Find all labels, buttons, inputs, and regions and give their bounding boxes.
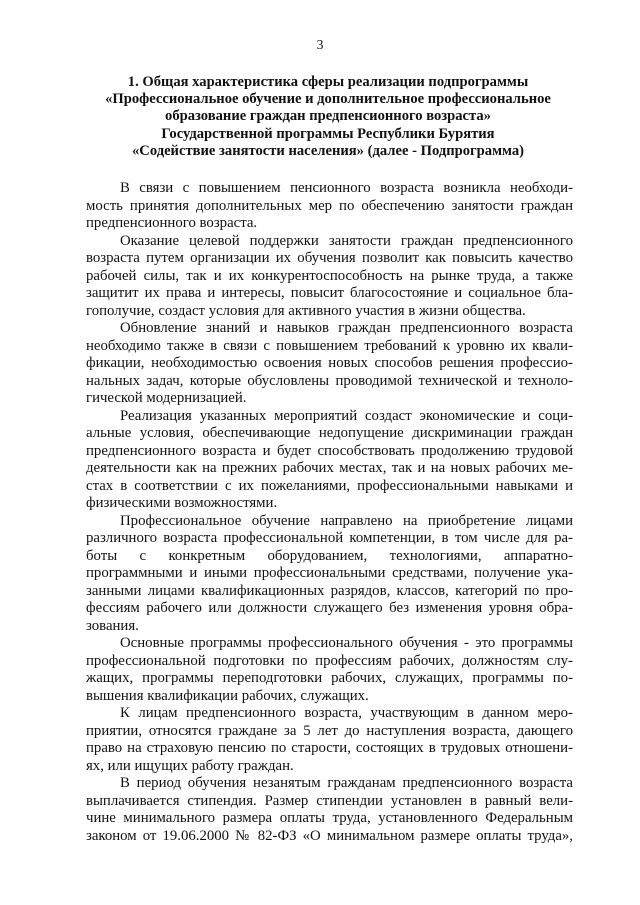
text-line: жащих, программы переподготовки рабочих, служащих, программы по- xyxy=(86,670,573,686)
text-line: стах в соответствии с их пожеланиями, профессиональными навыками и xyxy=(86,477,573,494)
text-line: законом от 19.06.2000 № 82-ФЗ «О минимальном размере оплаты труда», xyxy=(86,827,573,844)
text-line: Оказание целевой поддержки занятости граждан предпенсионного xyxy=(120,232,573,249)
page-number: 3 xyxy=(316,38,324,53)
text-line: ях, или ищущих работу граждан. xyxy=(86,757,294,774)
heading-line: «Профессиональное обучение и дополнительное профессиональное xyxy=(105,91,551,108)
paragraph-7 xyxy=(86,705,573,775)
text-line: предпенсионного возраста и будет способствовать продолжению трудовой xyxy=(86,442,573,459)
text-line: необходимо также в связи с повышением требований к уровню их квали- xyxy=(86,337,573,354)
text-line: фессиям рабочего или должности служащего без изменения уровня обра- xyxy=(86,600,573,616)
text-line: занными лицами квалификационных разрядов, классов, категорий по про- xyxy=(86,582,573,599)
text-line: право на страховую пенсию по старости, состоящих в трудовых отношени- xyxy=(86,740,573,756)
heading-line: «Содействие занятости населения» (далее - Подпрограмма) xyxy=(131,142,525,159)
text-line: гополучие, создаст условия для активного участия в жизни общества. xyxy=(86,302,526,319)
paragraph-4 xyxy=(86,408,573,513)
text-line: защитит их права и интересы, повысит благосостояние и социальное бла- xyxy=(86,285,573,301)
text-line: деятельности как на прежних рабочих местах, так и на новых рабочих ме- xyxy=(86,460,573,476)
text-line: приятии, относятся граждане за 5 лет до наступления возраста, дающего xyxy=(86,722,573,739)
paragraph-2 xyxy=(86,233,573,321)
document-body xyxy=(86,180,573,845)
text-line: В связи с повышением пенсионного возраста возникла необходи- xyxy=(120,180,573,196)
text-line: мость принятия дополнительных мер по обеспечению занятости граждан xyxy=(86,197,573,214)
text-line: чине минимального размера оплаты труда, установленного Федеральным xyxy=(86,810,573,826)
heading-line: Государственной программы Республики Бурятия xyxy=(161,125,495,142)
text-line: гической модернизацией. xyxy=(86,390,247,406)
text-line: возраста путем организации их обучения позволит как повысить качество xyxy=(86,250,573,266)
paragraph-6 xyxy=(86,635,573,705)
text-line: боты с конкретным оборудованием, технологиями, аппаратно- xyxy=(86,547,573,564)
text-line: программными и иными профессиональными средствами, получение ука- xyxy=(86,565,573,581)
text-line: Профессиональное обучение направлено на приобретение лицами xyxy=(120,512,573,529)
text-line: предпенсионного возраста. xyxy=(86,215,258,231)
text-line: физическими возможностями. xyxy=(86,495,278,511)
heading-line: образование граждан предпенсионного возраста» xyxy=(165,108,491,125)
section-heading xyxy=(86,74,570,160)
paragraph-5 xyxy=(86,513,573,636)
text-line: альные условия, обеспечивающие недопущение дискриминации граждан xyxy=(86,425,573,441)
paragraph-1 xyxy=(86,180,573,233)
text-line: Обновление знаний и навыков граждан предпенсионного возраста xyxy=(120,320,573,336)
text-line: К лицам предпенсионного возраста, участвующим в данном меро- xyxy=(120,705,573,721)
text-line: Реализация указанных мероприятий создаст экономические и соци- xyxy=(120,407,573,424)
text-line: фикации, необходимостью освоения новых способов решения профессио- xyxy=(86,355,573,371)
heading-line: 1. Общая характеристика сферы реализации подпрограммы xyxy=(127,74,529,90)
text-line: профессиональной подготовки по профессиям рабочих, должностям слу- xyxy=(86,652,573,669)
text-line: вышения квалификации рабочих, служащих. xyxy=(86,687,369,704)
text-line: различного возраста профессиональной компетенции, в том числе для ра- xyxy=(86,530,573,546)
text-line: Основные программы профессионального обучения - это программы xyxy=(120,635,573,651)
paragraph-3 xyxy=(86,320,573,408)
text-line: В период обучения незанятым гражданам предпенсионного возраста xyxy=(120,775,573,791)
text-line: зования. xyxy=(86,617,139,634)
text-line: нальных задач, которые обусловлены проводимой технической и техноло- xyxy=(86,372,573,389)
paragraph-8 xyxy=(86,775,573,845)
text-line: рабочей силы, так и их конкурентоспособность на рынке труда, а также xyxy=(86,267,573,284)
text-line: выплачивается стипендия. Размер стипендии установлен в равный вели- xyxy=(86,792,573,809)
